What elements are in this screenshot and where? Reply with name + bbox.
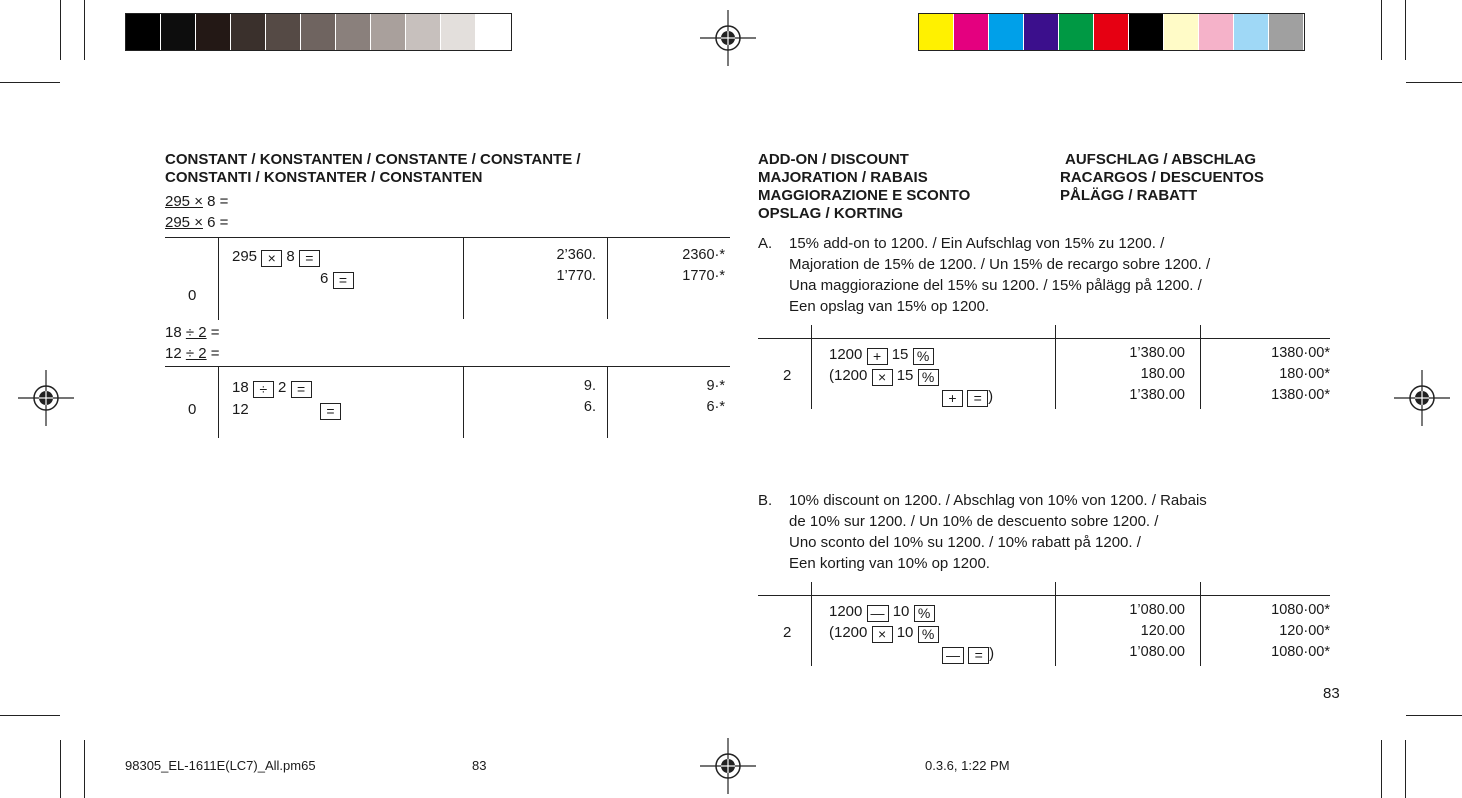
color-swatch xyxy=(196,14,231,50)
aufschlag-heading-line2: RACARGOS / DESCUENTOS xyxy=(1060,169,1264,186)
print-value: 1080·00* xyxy=(1271,602,1330,618)
table-divider xyxy=(811,582,812,666)
table-divider xyxy=(607,366,608,438)
table-divider xyxy=(463,366,464,438)
print-value: 2360·* xyxy=(682,247,725,263)
display-value: 1’080.00 xyxy=(1129,644,1185,660)
color-swatch xyxy=(161,14,196,50)
key-sequence-row: + = ) xyxy=(942,386,993,407)
section-a-label: A. xyxy=(758,235,773,252)
footer-date: 0.3.6, 1:22 PM xyxy=(925,758,1010,773)
percent-key: % xyxy=(913,348,934,365)
crop-mark xyxy=(1405,740,1406,798)
percent-key: % xyxy=(918,626,939,643)
crop-mark xyxy=(1406,82,1462,83)
multiply-key: × xyxy=(872,626,893,643)
color-swatch xyxy=(126,14,161,50)
crop-mark xyxy=(84,0,85,60)
section-b-text: Een korting van 10% op 1200. xyxy=(789,555,990,572)
crop-mark xyxy=(0,715,60,716)
key-sequence-row: 6 = xyxy=(320,268,354,289)
constant-heading-line1: CONSTANT / KONSTANTEN / CONSTANTE / CONSTANTE / xyxy=(165,151,581,168)
footer-filename: 98305_EL-1611E(LC7)_All.pm65 xyxy=(125,758,316,773)
section-a-text: Una maggiorazione del 15% su 1200. / 15% pålägg på 1200. / xyxy=(789,277,1202,294)
mode-setting: 2 xyxy=(783,367,792,384)
key-sequence-row: (1200 × 10 % xyxy=(829,622,939,643)
color-swatch-bar xyxy=(918,13,1305,51)
percent-key: % xyxy=(918,369,939,386)
registration-mark-icon xyxy=(1394,370,1450,426)
display-value: 1’080.00 xyxy=(1129,602,1185,618)
addon-heading-line1: ADD-ON / DISCOUNT xyxy=(758,151,909,168)
color-swatch xyxy=(1129,14,1164,50)
mode-setting: 0 xyxy=(188,287,197,304)
crop-mark xyxy=(1381,740,1382,798)
minus-key: — xyxy=(867,605,889,622)
display-value: 1’380.00 xyxy=(1129,387,1185,403)
color-swatch xyxy=(1094,14,1129,50)
crop-mark xyxy=(1381,0,1382,60)
plus-key: + xyxy=(867,348,888,365)
minus-key: — xyxy=(942,647,964,664)
divide-key: ÷ xyxy=(253,381,274,398)
color-swatch xyxy=(1199,14,1234,50)
section-b-text: 10% discount on 1200. / Abschlag von 10% von 1200. / Rabais xyxy=(789,492,1207,509)
crop-mark xyxy=(60,0,61,60)
crop-mark xyxy=(0,82,60,83)
color-swatch xyxy=(1164,14,1199,50)
percent-key: % xyxy=(914,605,935,622)
page-number: 83 xyxy=(1323,685,1340,702)
section-b-text: de 10% sur 1200. / Un 10% de descuento sobre 1200. / xyxy=(789,513,1159,530)
table-divider xyxy=(1055,325,1056,409)
print-value: 120·00* xyxy=(1279,623,1330,639)
equals-key: = xyxy=(967,390,988,407)
grayscale-swatch-bar xyxy=(125,13,512,51)
color-swatch xyxy=(231,14,266,50)
key-sequence-row xyxy=(320,399,341,420)
print-value: 1770·* xyxy=(682,268,725,284)
mode-setting: 2 xyxy=(783,624,792,641)
aufschlag-heading-line3: PÅLÄGG / RABATT xyxy=(1060,187,1198,204)
print-value: 1380·00* xyxy=(1271,345,1330,361)
table-rule xyxy=(758,595,1330,596)
registration-mark-icon xyxy=(18,370,74,426)
display-value: 6. xyxy=(583,399,596,415)
aufschlag-heading-line1: AUFSCHLAG / ABSCHLAG xyxy=(1065,151,1257,168)
table-divider xyxy=(607,237,608,319)
color-swatch xyxy=(301,14,336,50)
equals-key: = xyxy=(968,647,989,664)
color-swatch xyxy=(1234,14,1269,50)
section-b-text: Uno sconto del 10% su 1200. / 10% rabatt på 1200. / xyxy=(789,534,1141,551)
equals-key: = xyxy=(333,272,354,289)
section-a-text: Majoration de 15% de 1200. / Un 15% de recargo sobre 1200. / xyxy=(789,256,1211,273)
footer-page: 83 xyxy=(472,758,487,773)
mode-setting: 0 xyxy=(188,401,197,418)
display-value: 2’360. xyxy=(556,247,596,263)
color-swatch xyxy=(476,14,511,50)
table-divider xyxy=(1200,325,1201,409)
registration-mark-icon xyxy=(700,738,756,794)
addon-heading-line3: MAGGIORAZIONE E SCONTO xyxy=(758,187,971,204)
addon-heading-line2: MAJORATION / RABAIS xyxy=(758,169,928,186)
crop-mark xyxy=(60,740,61,798)
table-divider xyxy=(463,237,464,319)
multiply-key: × xyxy=(872,369,893,386)
display-value: 9. xyxy=(583,378,596,394)
color-swatch xyxy=(406,14,441,50)
table-rule xyxy=(165,237,730,238)
key-sequence-row: 1200 + 15 % xyxy=(829,344,934,365)
plus-key: + xyxy=(942,390,963,407)
crop-mark xyxy=(1406,715,1462,716)
registration-mark-icon xyxy=(700,10,756,66)
print-value: 6·* xyxy=(706,399,725,415)
display-value: 1’770. xyxy=(556,268,596,284)
example1-line1: 295 × 8 = xyxy=(165,193,229,210)
example1-line2: 295 × 6 = xyxy=(165,214,229,231)
color-swatch xyxy=(336,14,371,50)
key-sequence-row: 295 × 8 = xyxy=(232,246,320,267)
table-rule xyxy=(758,338,1330,339)
color-swatch xyxy=(371,14,406,50)
key-sequence-row: 1200 — 10 % xyxy=(829,601,935,622)
print-value: 1080·00* xyxy=(1271,644,1330,660)
equals-key: = xyxy=(320,403,341,420)
color-swatch xyxy=(1059,14,1094,50)
color-swatch xyxy=(954,14,989,50)
addon-heading-line4: OPSLAG / KORTING xyxy=(758,205,904,222)
color-swatch xyxy=(266,14,301,50)
display-value: 180.00 xyxy=(1140,366,1185,382)
section-b-label: B. xyxy=(758,492,773,509)
color-swatch xyxy=(1024,14,1059,50)
section-a-text: 15% add-on to 1200. / Ein Aufschlag von 15% zu 1200. / xyxy=(789,235,1165,252)
crop-mark xyxy=(84,740,85,798)
key-sequence-row: — = ) xyxy=(942,643,994,664)
key-sequence-row: 18 ÷ 2 = xyxy=(232,377,312,398)
color-swatch xyxy=(919,14,954,50)
key-sequence-row: (1200 × 15 % xyxy=(829,365,939,386)
section-a-text: Een opslag van 15% op 1200. xyxy=(789,298,990,315)
example2-line2: 12 ÷ 2 = xyxy=(165,345,220,362)
table-divider xyxy=(1200,582,1201,666)
table-divider xyxy=(811,325,812,409)
example2-line1: 18 ÷ 2 = xyxy=(165,324,220,341)
key-sequence-row: 12 xyxy=(232,401,249,418)
color-swatch xyxy=(441,14,476,50)
table-rule xyxy=(165,366,730,367)
print-value: 9·* xyxy=(706,378,725,394)
constant-heading-line2: CONSTANTI / KONSTANTER / CONSTANTEN xyxy=(165,169,483,186)
table-divider xyxy=(218,237,219,320)
display-value: 1’380.00 xyxy=(1129,345,1185,361)
color-swatch xyxy=(989,14,1024,50)
equals-key: = xyxy=(291,381,312,398)
table-divider xyxy=(1055,582,1056,666)
print-value: 180·00* xyxy=(1279,366,1330,382)
equals-key: = xyxy=(299,250,320,267)
crop-mark xyxy=(1405,0,1406,60)
print-value: 1380·00* xyxy=(1271,387,1330,403)
display-value: 120.00 xyxy=(1140,623,1185,639)
multiply-key: × xyxy=(261,250,282,267)
table-divider xyxy=(218,366,219,438)
color-swatch xyxy=(1269,14,1304,50)
